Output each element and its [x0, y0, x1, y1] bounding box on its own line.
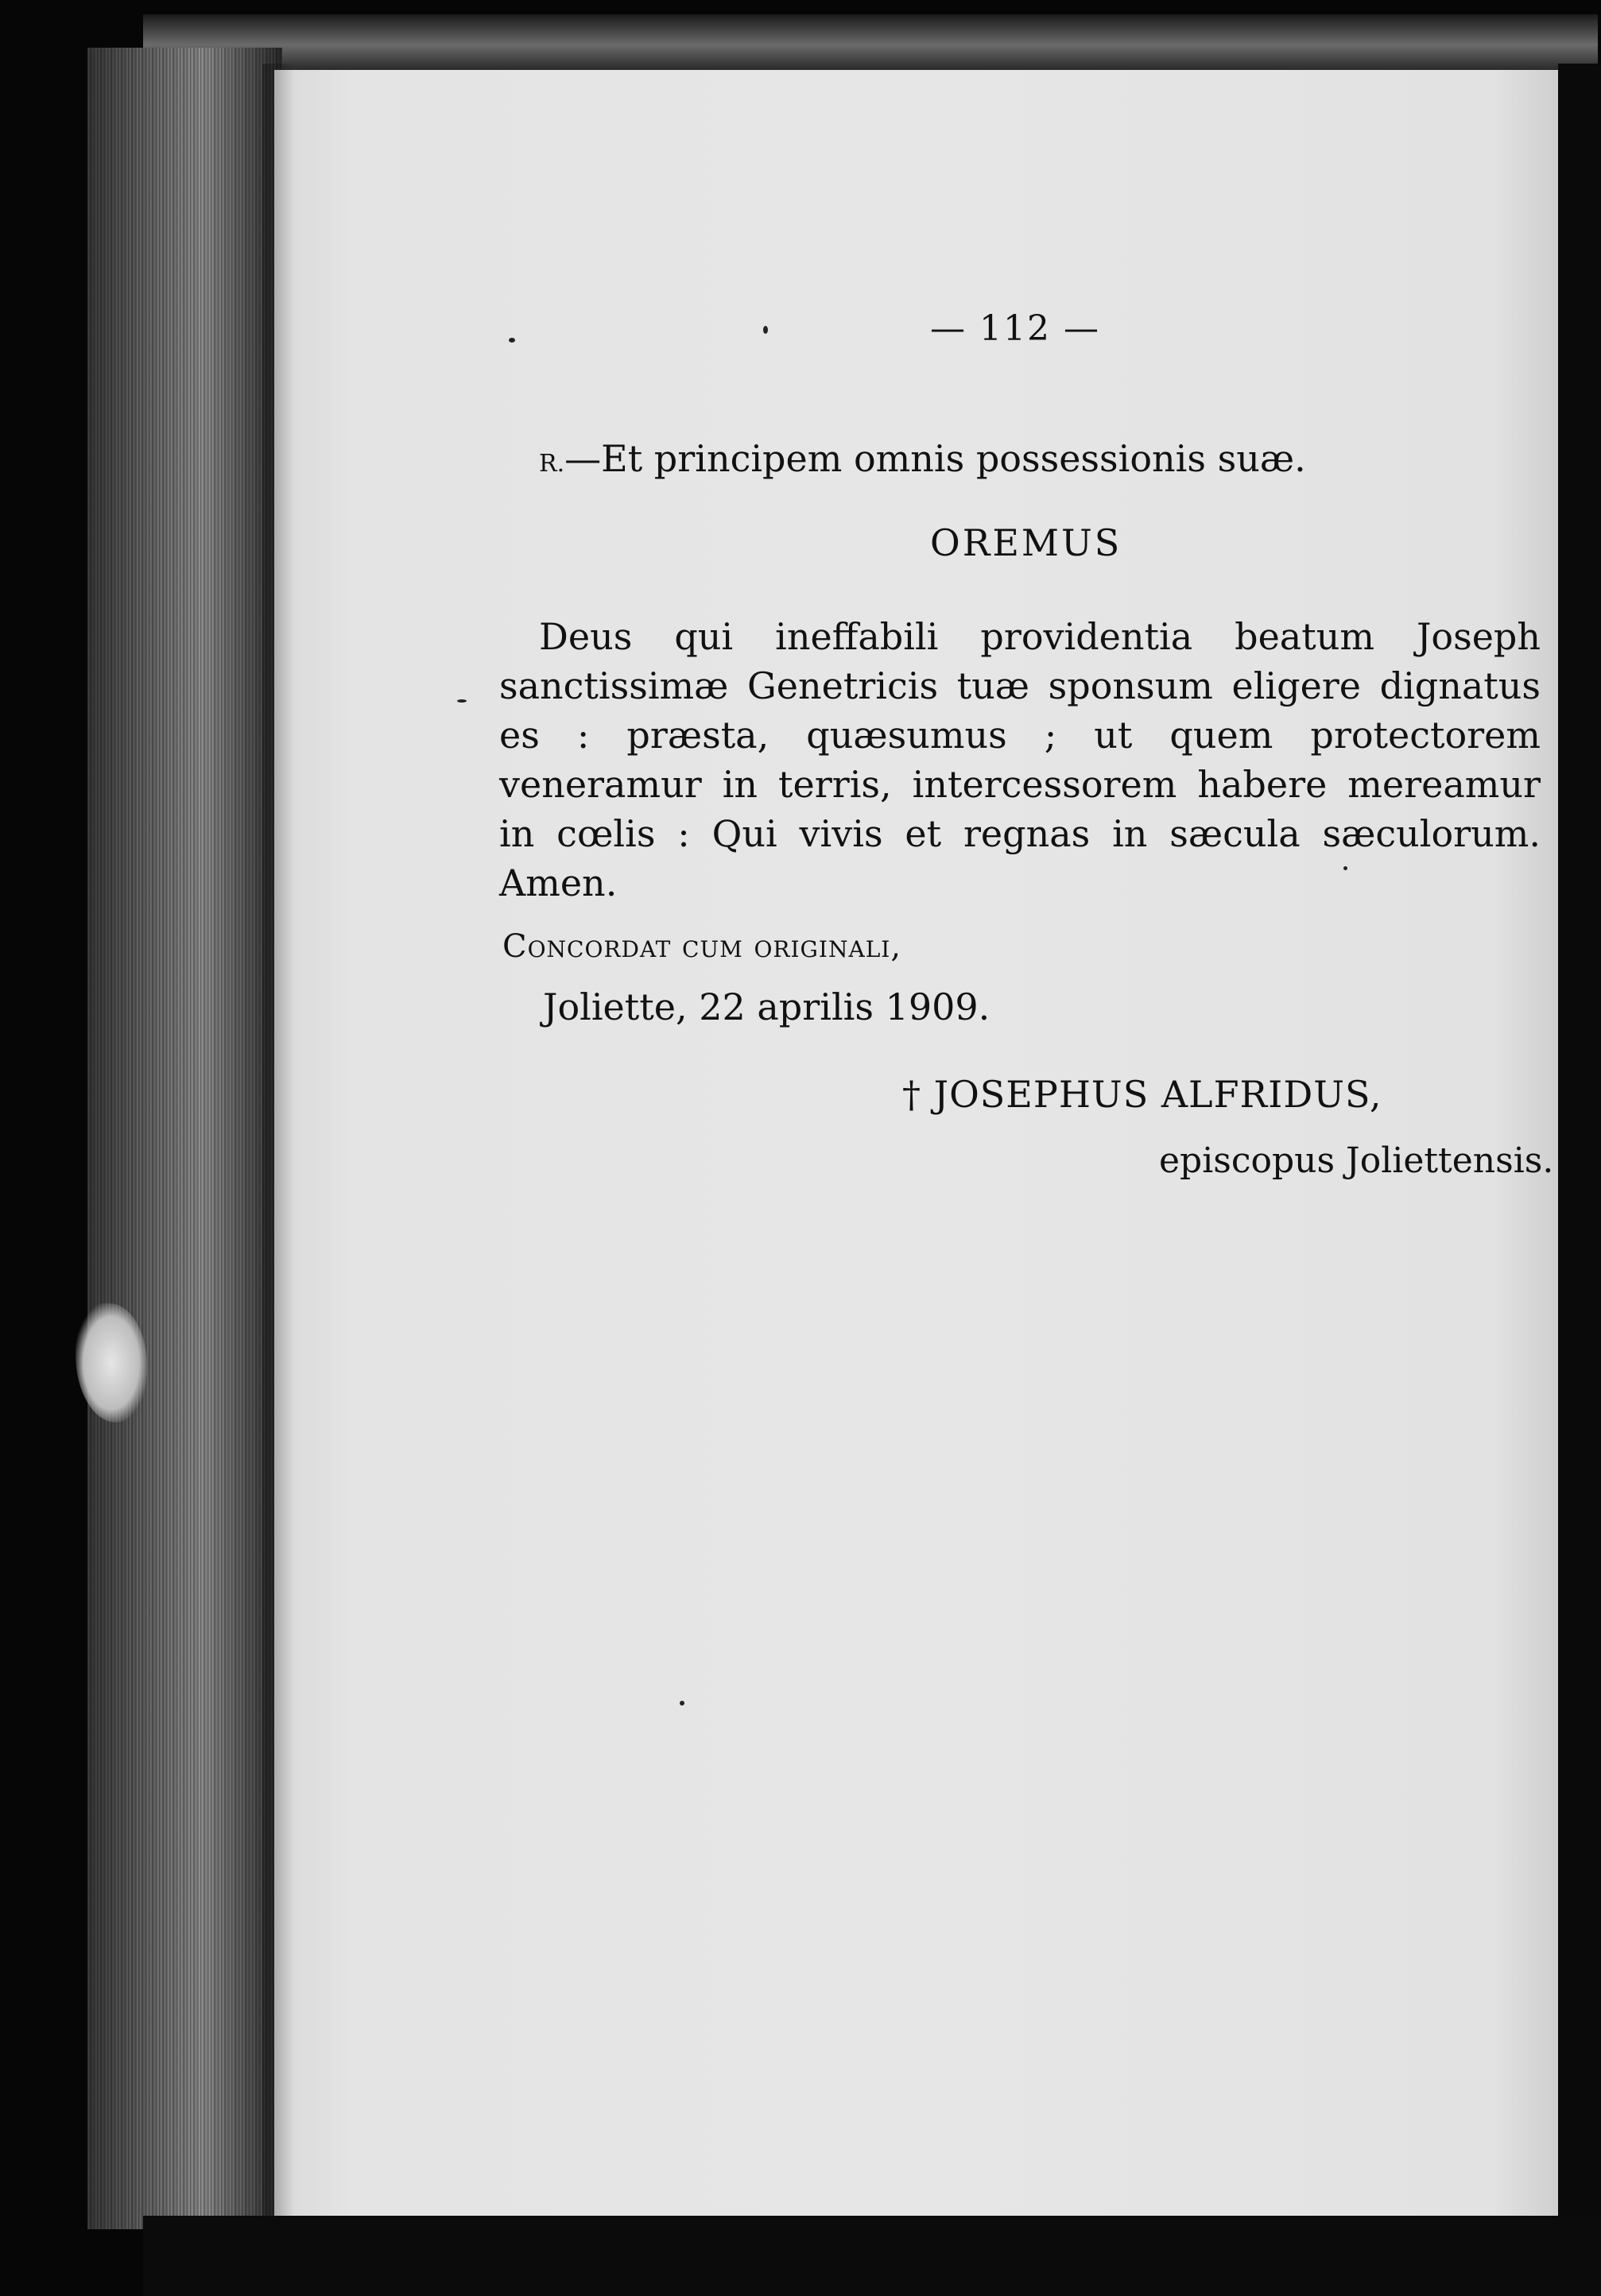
response-label: R. — [539, 450, 565, 478]
page-number: — 112 — — [930, 308, 1100, 349]
scan-speck — [457, 699, 467, 703]
response-line — [539, 437, 1306, 480]
bottom-scan-border — [143, 2216, 1601, 2296]
scan-speck — [763, 326, 768, 334]
prayer-paragraph: Deus qui ineffabili providentia beatum Joseph sanctissimæ Genetricis tuæ sponsum eligere dignatus es : præsta, quæsumus ; ut quem protectorem veneramur in terris, intercessorem habere mereamur in cœlis : Qui vivis et regnas in sæcula sæculorum. Amen. — [499, 615, 1541, 904]
response-text: —Et principem omnis possessionis suæ. — [564, 437, 1306, 480]
concordat-line: Concordat cum originali, — [502, 928, 902, 965]
book-page-edges — [87, 48, 282, 2229]
scan-speck — [509, 338, 515, 343]
signature-title: episcopus Joliettensis. — [1159, 1140, 1554, 1181]
top-edge-shadow — [143, 14, 1598, 70]
prayer-heading: OREMUS — [930, 521, 1122, 564]
spine-shadow — [262, 64, 294, 2217]
scan-speck — [680, 1701, 684, 1706]
signature-name: † JOSEPHUS ALFRIDUS, — [902, 1073, 1382, 1116]
right-scan-border — [1558, 64, 1601, 2296]
dateline: Joliette, 22 aprilis 1909. — [543, 985, 990, 1028]
